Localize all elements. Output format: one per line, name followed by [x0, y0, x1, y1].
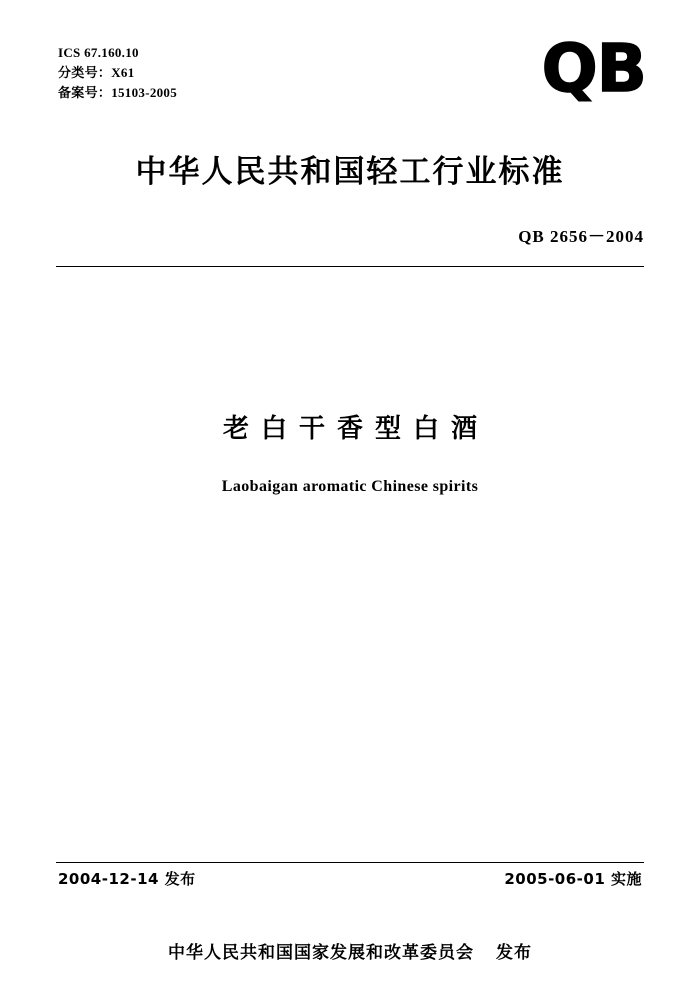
qb-logo: QB [541, 30, 646, 107]
header-divider [56, 266, 644, 267]
issuing-authority-action: 发布 [496, 943, 532, 963]
effective-date: 2005-06-01 实施 [504, 870, 642, 888]
header-metadata-block [58, 43, 177, 103]
footer-divider [56, 862, 644, 863]
issuing-authority [0, 938, 700, 963]
issue-date: 2004-12-14 发布 [58, 870, 196, 888]
standard-authority-title: 中华人民共和国轻工行业标准 [135, 154, 565, 190]
issuing-authority-name: 中华人民共和国国家发展和改革委员会 [168, 943, 474, 963]
record-number: 备案号：15103-2005 [58, 85, 178, 100]
standard-number: QB 2656－2004 [518, 227, 644, 246]
document-title-chinese: 老白干香型白酒 [222, 414, 489, 444]
classification-number: 分类号：X61 [58, 65, 135, 80]
document-title-english: Laobaigan aromatic Chinese spirits [221, 478, 479, 495]
ics-code: ICS 67.160.10 [58, 45, 139, 60]
